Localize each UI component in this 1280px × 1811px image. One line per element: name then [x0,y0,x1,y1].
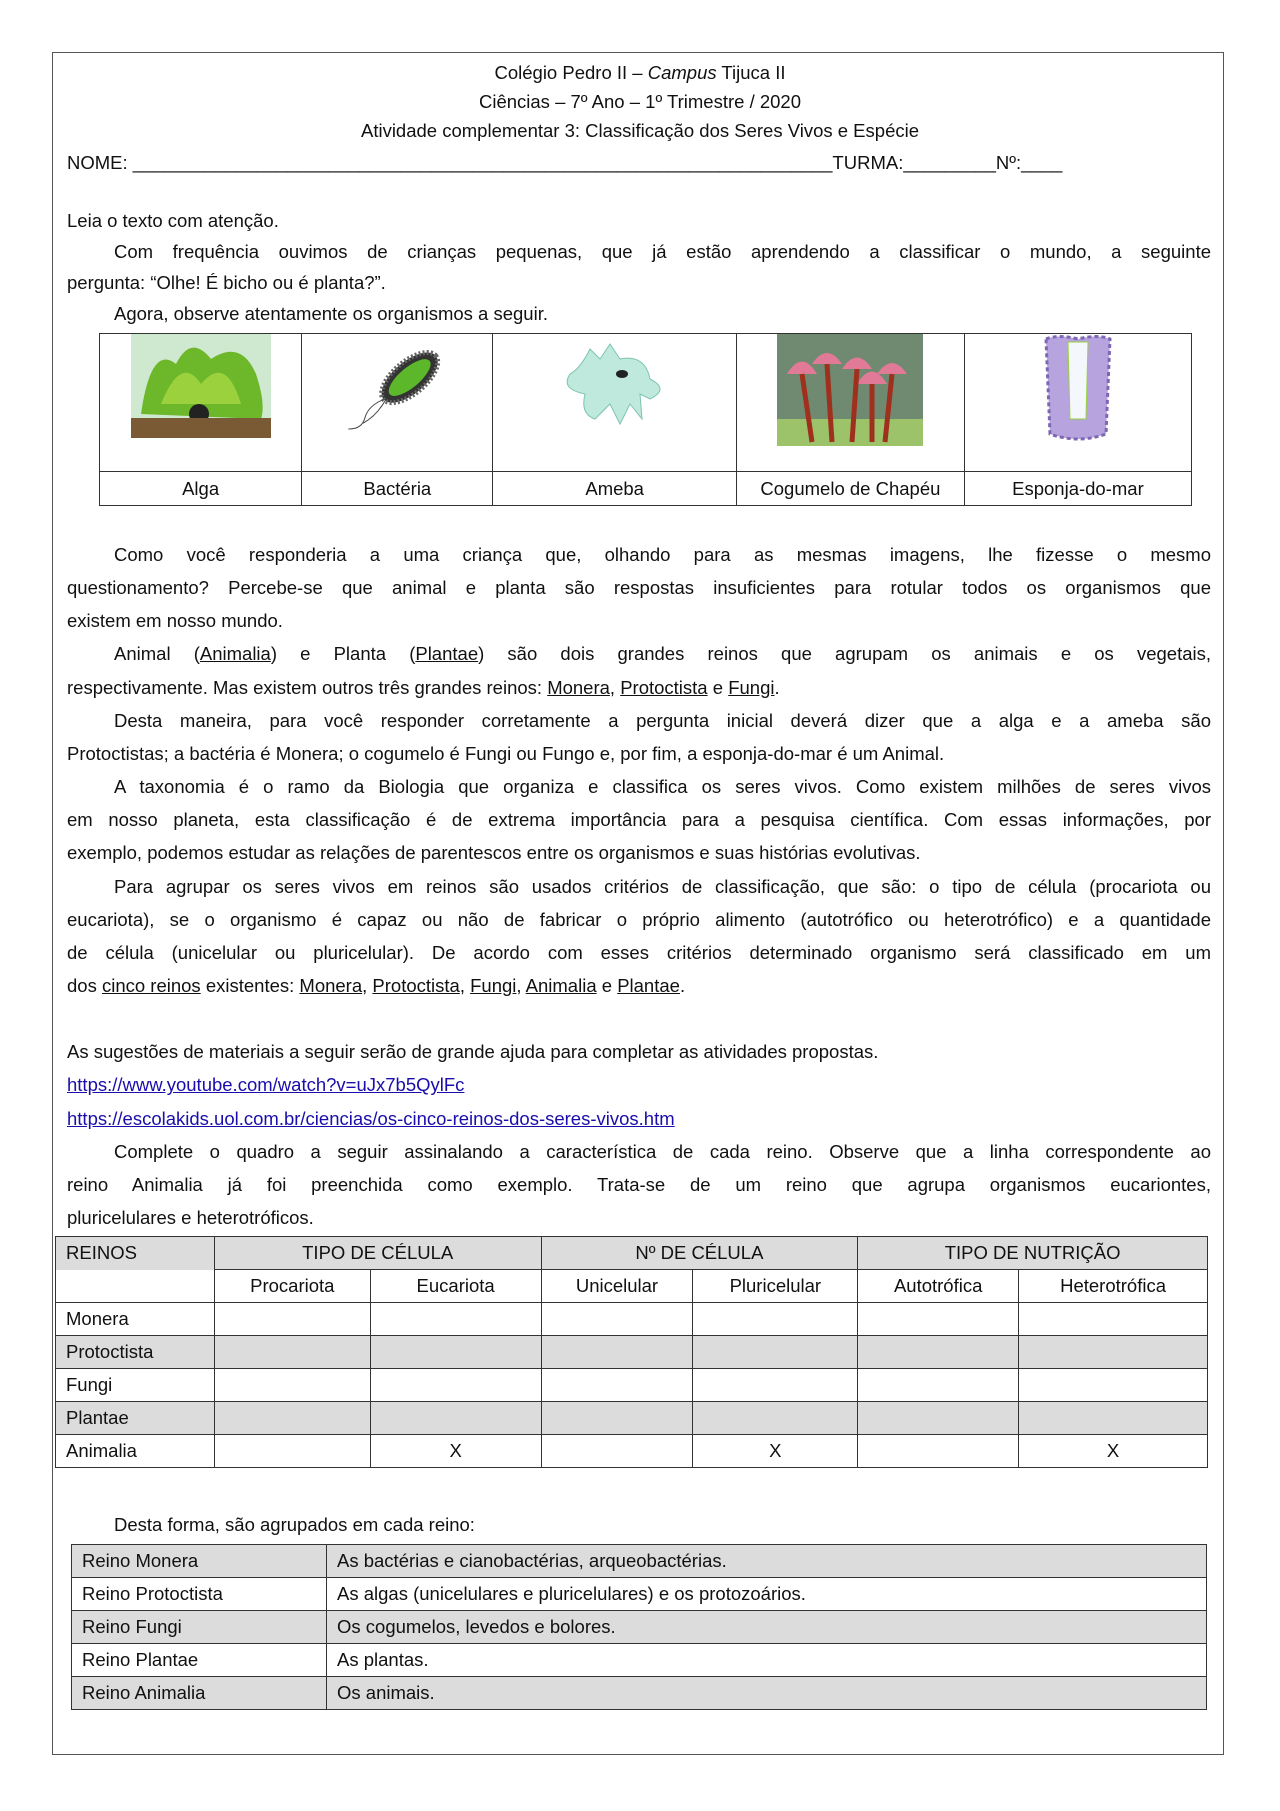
answer-cell[interactable] [858,1336,1019,1369]
kingdom-name: Reino Fungi [72,1611,327,1644]
mushroom-image [777,429,923,450]
text-line [67,737,1211,770]
answer-cell[interactable] [541,1369,693,1402]
text-line [67,704,1211,737]
table-row [56,1369,1208,1402]
text-line [67,1035,1211,1068]
text-segment: e [596,974,618,996]
table-row [72,1611,1207,1644]
name-class-number-fields[interactable]: NOME: ____________________________________________________________________TURMA:_________Nº:____ [67,152,1063,173]
text-segment: , [459,974,471,996]
text-line [67,969,1211,1002]
answer-cell[interactable] [370,1336,541,1369]
text-line [67,235,1211,268]
empty-cell [56,1270,215,1303]
answer-cell[interactable] [214,1369,370,1402]
answer-cell[interactable] [541,1336,693,1369]
text-line [67,204,1211,237]
text-segment: ) são dois grandes reinos que agrupam os animais e os vegetais, [478,643,1211,665]
text-segment: existentes: [200,974,300,996]
underlined-term: Animalia [199,643,271,665]
answer-cell[interactable] [541,1303,693,1336]
text-line [67,637,1211,670]
summary-intro: Desta forma, são agrupados em cada reino: [114,1514,475,1535]
underlined-term: cinco reinos [101,974,201,996]
bacteria-image [332,417,462,438]
underlined-term: Plantae [415,643,479,665]
text-segment: Para agrupar os seres vivos em reinos são usados critérios de classificação, que são: o tipo de célula (procariota ou [114,875,1211,897]
kingdom-name: Reino Protoctista [72,1578,327,1611]
group-header: TIPO DE CÉLULA [214,1237,541,1270]
answer-cell[interactable] [214,1336,370,1369]
text-segment: ) e Planta ( [270,643,416,665]
text-line [67,1201,1211,1234]
text-segment: respectivamente. Mas existem outros três grandes reinos: [67,676,548,698]
kingdom-name: Animalia [56,1435,215,1468]
answer-cell[interactable] [214,1435,370,1468]
answer-cell[interactable] [858,1402,1019,1435]
school-title [0,62,1280,84]
answer-cell[interactable] [370,1303,541,1336]
text-segment: pergunta: “Olhe! É bicho ou é planta?”. [67,272,386,293]
kingdom-description: As plantas. [327,1644,1207,1677]
answer-cell[interactable] [858,1303,1019,1336]
text-line [67,604,1211,637]
text-line [67,803,1211,836]
kingdom-name: Reino Monera [72,1545,327,1578]
table-row [56,1435,1208,1468]
answer-cell[interactable] [214,1402,370,1435]
subheader-procariota: Procariota [214,1270,370,1303]
text-segment: Complete o quadro a seguir assinalando a característica de cada reino. Observe que a linha correspondente ao [114,1140,1211,1162]
answer-cell[interactable] [370,1369,541,1402]
answer-cell[interactable] [693,1402,858,1435]
text-line [67,1168,1211,1201]
kingdom-name: Monera [56,1303,215,1336]
classification-table [55,1236,1208,1468]
text-line [67,538,1211,571]
text-segment: Protoctistas; a bactéria é Monera; o cogumelo é Fungi ou Fungo e, por fim, a esponja-do-mar é um Animal. [67,742,945,764]
kingdom-name: Protoctista [56,1336,215,1369]
activity-title: Atividade complementar 3: Classificação dos Seres Vivos e Espécie [360,120,920,141]
text-line [67,266,1211,299]
answer-cell[interactable] [1019,1369,1208,1402]
kingdom-name: Plantae [56,1402,215,1435]
organism-image-cell [100,334,302,472]
organism-image-cell [736,334,964,472]
underlined-term: Protoctista [372,974,460,996]
ameba-image [550,417,680,438]
sea-sponge-image [1038,429,1118,450]
answer-cell[interactable] [541,1402,693,1435]
kingdoms-summary-table [71,1544,1207,1710]
answer-cell[interactable] [1019,1402,1208,1435]
table-row [72,1545,1207,1578]
answer-cell[interactable] [858,1435,1019,1468]
organism-label: Cogumelo de Chapéu [736,472,964,506]
text-segment: , [516,974,526,996]
text-segment: questionamento? Percebe-se que animal e planta são respostas insuficientes para rotular todos os organismos que [67,577,1211,599]
underlined-term: Fungi [728,676,775,698]
table-row [72,1677,1207,1710]
organism-label: Esponja-do-mar [964,472,1191,506]
kingdom-name: Reino Animalia [72,1677,327,1710]
underlined-term: Fungi [470,974,517,996]
organism-label: Alga [100,472,302,506]
organism-image-cell [493,334,737,472]
text-line [67,870,1211,903]
table-row [72,1578,1207,1611]
answer-cell[interactable] [693,1303,858,1336]
text-segment: Desta maneira, para você responder corretamente a pergunta inicial deverá dizer que a alga e a ameba são [114,709,1211,731]
answer-cell[interactable] [1019,1303,1208,1336]
answer-cell[interactable]: X [1019,1435,1208,1468]
text-segment: . [679,974,686,996]
course-line: Ciências – 7º Ano – 1º Trimestre / 2020 [478,91,801,112]
reinos-header: REINOS [56,1237,215,1270]
text-segment: existem em nosso mundo. [67,610,283,632]
group-header: Nº DE CÉLULA [541,1237,858,1270]
text-line [67,903,1211,936]
text-segment: A taxonomia é o ramo da Biologia que organiza e classifica os seres vivos. Como existem milhões de seres vivos [114,776,1211,798]
text-segment: Animal ( [114,643,200,665]
alga-image [131,421,271,442]
campus-word: Campus [647,62,717,83]
text-line [67,1002,1211,1035]
kingdom-description: As algas (unicelulares e pluricelulares) e os protozoários. [327,1578,1207,1611]
text-line [67,571,1211,604]
organism-label: Ameba [493,472,737,506]
text-segment: reino Animalia já foi preenchida como exemplo. Trata-se de um reino que agrupa organismos eucariontes, [67,1173,1211,1195]
table-row [56,1336,1208,1369]
text-segment: pluricelulares e heterotróficos. [67,1207,314,1228]
text-line [67,1102,1211,1135]
group-header: TIPO DE NUTRIÇÃO [858,1237,1208,1270]
text-segment: eucariota), se o organismo é capaz ou não de fabricar o próprio alimento (autotrófico ou heterotrófico) e a quantidade [67,908,1211,930]
text-line [67,297,1211,330]
answer-cell[interactable]: X [370,1435,541,1468]
organism-image-cell [302,334,493,472]
text-line [67,836,1211,869]
organisms-table [99,333,1192,506]
text-segment: Leia o texto com atenção. [67,210,279,231]
resource-link[interactable]: https://www.youtube.com/watch?v=uJx7b5QylFc [67,1074,465,1096]
kingdom-description: Os cogumelos, levedos e bolores. [327,1611,1207,1644]
subheader-pluricelular: Pluricelular [693,1270,858,1303]
answer-cell[interactable] [693,1369,858,1402]
text-line [67,770,1211,803]
text-segment: Agora, observe atentamente os organismos a seguir. [114,303,548,324]
text-segment: em nosso planeta, esta classificação é de extrema importância para a pesquisa científica. Com essas informações, por [67,809,1211,831]
underlined-term: Animalia [525,974,597,996]
text-segment: Como você responderia a uma criança que, olhando para as mesmas imagens, lhe fizesse o mesmo [114,544,1211,565]
school-name: Colégio Pedro II – [494,62,648,83]
kingdom-description: Os animais. [327,1677,1207,1710]
answer-cell[interactable] [541,1435,693,1468]
underlined-term: Monera [299,974,363,996]
resource-link[interactable]: https://escolakids.uol.com.br/ciencias/os-cinco-reinos-dos-seres-vivos.htm [67,1107,675,1129]
text-segment: , [609,676,621,698]
campus-name: Tijuca II [716,62,786,83]
text-segment: Com frequência ouvimos de crianças pequenas, que já estão aprendendo a classificar o mundo, a seguinte [114,241,1211,262]
table-row [56,1303,1208,1336]
subheader-unicelular: Unicelular [541,1270,693,1303]
underlined-term: Plantae [617,974,680,996]
text-segment: de célula (unicelular ou pluricelular). De acordo com esses critérios determinado organismo será classificado em um [67,941,1211,963]
answer-cell[interactable] [1019,1336,1208,1369]
underlined-term: Protoctista [620,676,708,698]
text-line [67,671,1211,704]
subheader-autotrófica: Autotrófica [858,1270,1019,1303]
organism-label: Bactéria [302,472,493,506]
kingdom-description: As bactérias e cianobactérias, arqueobactérias. [327,1545,1207,1578]
table-row [56,1402,1208,1435]
text-segment: dos [67,974,102,996]
text-segment: As sugestões de materiais a seguir serão de grande ajuda para completar as atividades propostas. [67,1041,879,1063]
kingdom-name: Fungi [56,1369,215,1402]
text-line [67,936,1211,969]
answer-cell[interactable] [858,1369,1019,1402]
answer-cell[interactable]: X [693,1435,858,1468]
answer-cell[interactable] [693,1336,858,1369]
text-line [67,1068,1211,1101]
text-line [67,1135,1211,1168]
text-segment: . [774,676,780,698]
subheader-eucariota: Eucariota [370,1270,541,1303]
organism-image-cell [964,334,1191,472]
text-segment: , [362,974,373,996]
answer-cell[interactable] [370,1402,541,1435]
text-segment: e [707,676,729,698]
subheader-heterotrófica: Heterotrófica [1019,1270,1208,1303]
table-row [72,1644,1207,1677]
answer-cell[interactable] [214,1303,370,1336]
kingdom-name: Reino Plantae [72,1644,327,1677]
text-segment: exemplo, podemos estudar as relações de parentescos entre os organismos e suas histórias evolutivas. [67,842,921,864]
underlined-term: Monera [547,676,610,698]
